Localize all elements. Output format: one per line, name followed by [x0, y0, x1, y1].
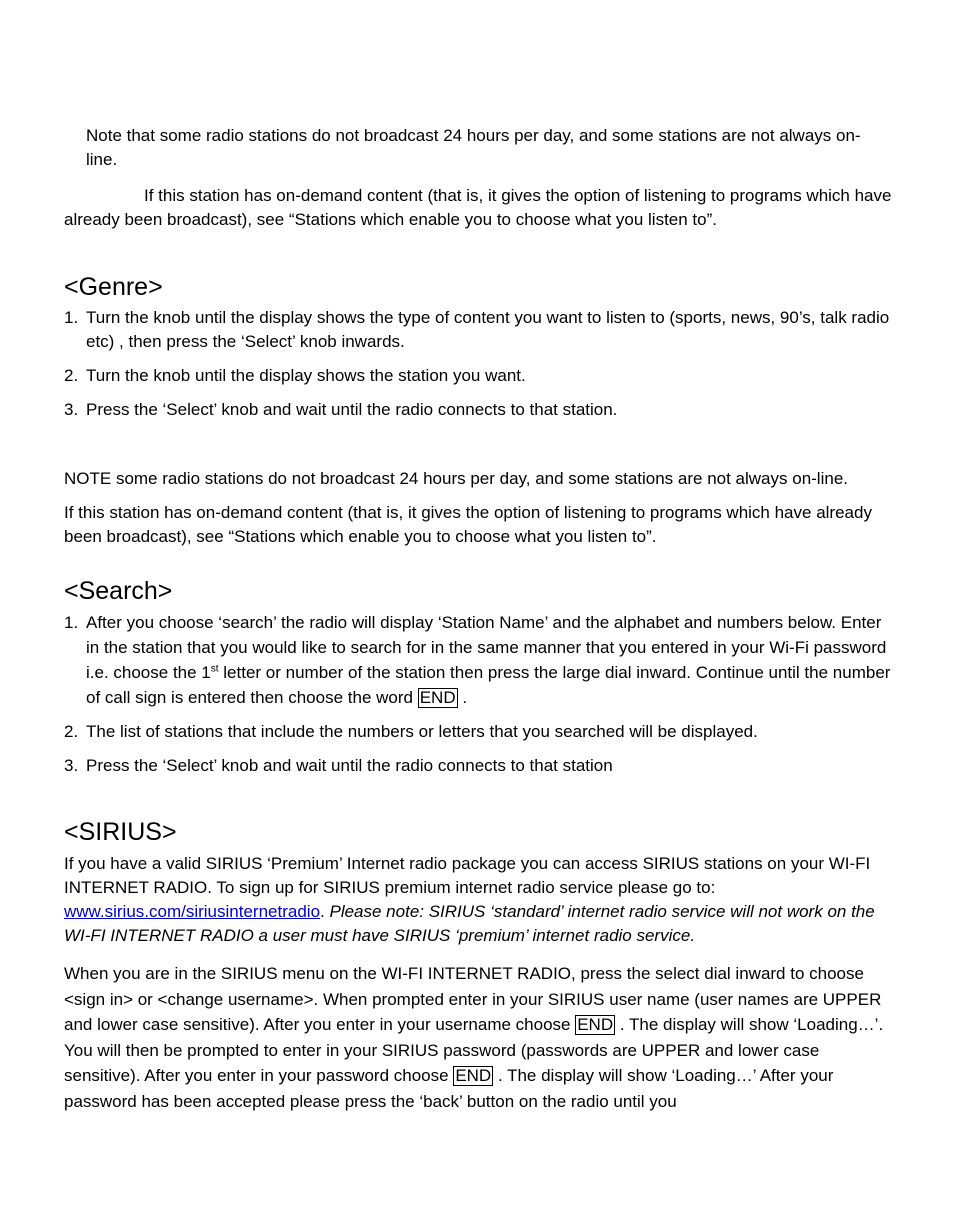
- genre-steps: [64, 306, 894, 432]
- step-text: After you choose ‘search’ the radio will display ‘Station Name’ and the alphabet and numbers below. Enter in the station that you would like to search for in the same manner that you entered in your Wi-Fi password i.e. choose the 1: [86, 613, 887, 682]
- on-demand-paragraph: If this station has on-demand content (that is, it gives the option of listening to programs which have already been broadcast), see “Stations which enable you to choose what you listen to”.: [64, 186, 892, 229]
- note-paragraph: Note that some radio stations do not broadcast 24 hours per day, and some stations are not always on-line.: [86, 126, 861, 169]
- sirius-paragraph-2: [64, 961, 894, 1114]
- sirius-link[interactable]: www.sirius.com/siriusinternetradio: [64, 902, 321, 921]
- step-text: The list of stations that include the numbers or letters that you searched will be displayed.: [86, 722, 758, 741]
- list-item: [64, 720, 894, 744]
- end-word-box: END: [455, 1066, 492, 1085]
- sirius-heading: <SIRIUS>: [64, 818, 177, 846]
- step-number: 2.: [64, 366, 79, 385]
- step-text: Turn the knob until the display shows the type of content you want to listen to (sports, news, 90’s, talk radio etc) , then press the ‘Select’ knob inwards.: [86, 308, 890, 351]
- search-heading: <Search>: [64, 577, 173, 605]
- sirius-intro: If you have a valid SIRIUS ‘Premium’ Internet radio package you can access SIRIUS stations on your WI-FI INTERNET RADIO. To sign up for SIRIUS premium internet radio service please go to:: [64, 854, 871, 897]
- list-item: [64, 364, 894, 388]
- sirius-instructions: When you are in the SIRIUS menu on the WI-FI INTERNET RADIO, press the select dial inward to choose <sign in> or <change username>. When prompted enter in your SIRIUS user name (user names are UPPER and lower case sensitive). After you enter in your username choose: [64, 964, 882, 1034]
- end-word-box: END: [577, 1015, 614, 1034]
- step-text-cont: letter or number of the station then press the large dial inward. Continue until the number of call sign is entered then choose the word: [86, 663, 891, 707]
- step-text-end: .: [457, 688, 468, 707]
- step-number: 2.: [64, 722, 79, 741]
- sirius-paragraph-1: [64, 852, 894, 948]
- sirius-instructions-end: . The display will show ‘Loading…’ After your password has been accepted please press the ‘back’ button on the radio until you: [64, 1066, 834, 1111]
- step-number: 3.: [64, 756, 79, 775]
- sirius-punct: .: [320, 902, 330, 921]
- list-item: [64, 398, 894, 422]
- ordinal-suffix: st: [210, 663, 219, 675]
- step-number: 1.: [64, 308, 79, 327]
- genre-on-demand: If this station has on-demand content (that is, it gives the option of listening to programs which have already been broadcast), see “Stations which enable you to choose what you listen to”.: [64, 503, 872, 546]
- list-item: [64, 306, 894, 354]
- step-text: Press the ‘Select’ knob and wait until the radio connects to that station.: [86, 400, 618, 419]
- sirius-instructions-cont: . The display will show ‘Loading…’. You will then be prompted to enter in your SIRIUS password (passwords are UPPER and lower case sensitive). After you enter in your password choose: [64, 1015, 884, 1085]
- sirius-premium-note: Please note: SIRIUS ‘standard’ internet radio service will not work on the WI-FI INTERNET RADIO a user must have SIRIUS ‘premium’ internet radio service.: [64, 902, 875, 945]
- genre-note: NOTE some radio stations do not broadcast 24 hours per day, and some stations are not always on-line.: [64, 469, 848, 488]
- step-text: Turn the knob until the display shows the station you want.: [86, 366, 526, 385]
- step-number: 3.: [64, 400, 79, 419]
- genre-heading: <Genre>: [64, 273, 163, 301]
- step-text: Press the ‘Select’ knob and wait until the radio connects to that station: [86, 756, 613, 775]
- end-word-box: END: [419, 688, 456, 707]
- step-number: 1.: [64, 613, 79, 632]
- list-item: [64, 754, 894, 778]
- search-steps: [64, 610, 894, 788]
- list-item: [64, 610, 894, 710]
